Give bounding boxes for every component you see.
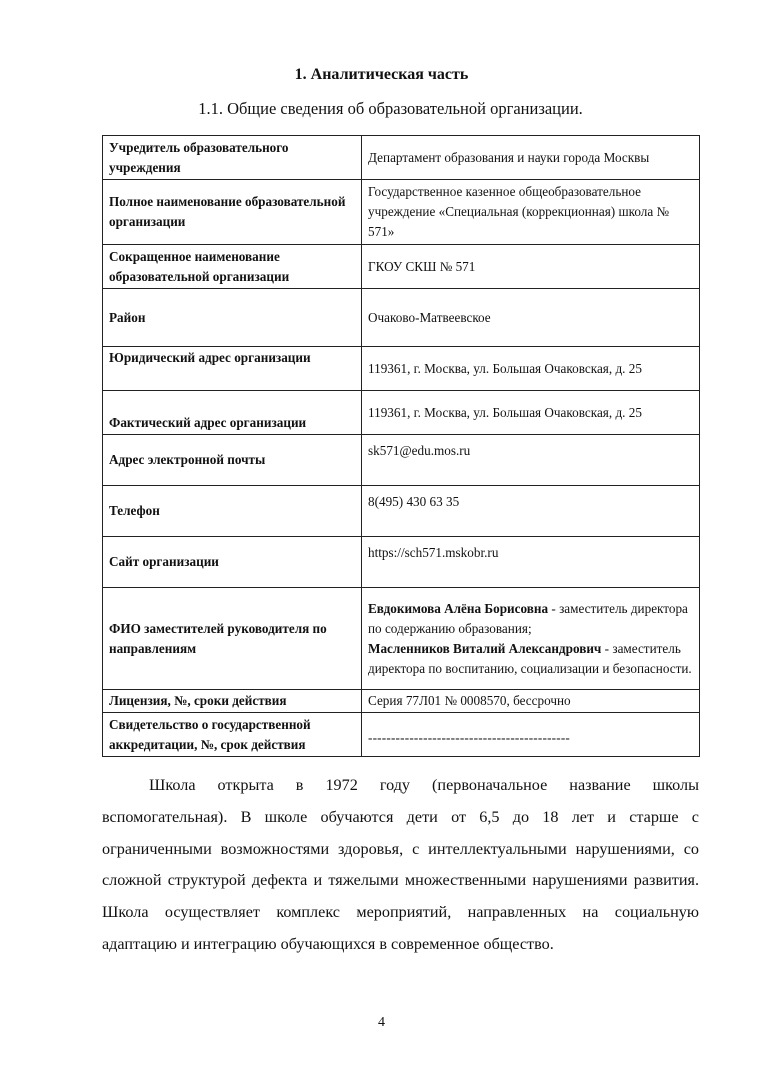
- district-label: Район: [103, 289, 362, 347]
- table-row: [103, 391, 700, 435]
- table-row: [103, 690, 700, 713]
- district-value: Очаково-Матвеевское: [362, 289, 700, 347]
- founder-label: Учредитель образовательного учреждения: [103, 136, 362, 180]
- email-label: Адрес электронной почты: [103, 435, 362, 486]
- table-row: [103, 537, 700, 588]
- license-label: Лицензия, №, сроки действия: [103, 690, 362, 713]
- deputy2-role: - заместитель директора по воспитанию, социализации и безопасности.: [368, 640, 692, 676]
- deputies-value: [362, 588, 700, 690]
- description-paragraph: [102, 770, 699, 961]
- phone-label: Телефон: [103, 486, 362, 537]
- full-name-value: Государственное казенное общеобразовательное учреждение «Специальная (коррекционная) школа № 571»: [362, 180, 700, 245]
- legal-address-value: 119361, г. Москва, ул. Большая Очаковская, д. 25: [362, 347, 700, 391]
- phone-value: 8(495) 430 63 35: [362, 486, 700, 537]
- description-text: Школа открыта в 1972 году (первоначальное название школы вспомогательная). В школе обучаются дети от 6,5 до 18 лет и старше с ограниченными возможностями здоровья, с интеллектуальными нарушениями, со сложной структурой дефекта и тяжелыми множественными нарушениями развития. Школа осуществляет комплекс мероприятий, направленных на социальную адаптацию и интеграцию обучающихся в современное общество.: [102, 776, 699, 953]
- actual-address-label: Фактический адрес организации: [103, 391, 362, 435]
- email-value: sk571@edu.mos.ru: [362, 435, 700, 486]
- actual-address-value: 119361, г. Москва, ул. Большая Очаковская, д. 25: [362, 391, 700, 435]
- subsection-title: 1.1. Общие сведения об образовательной организации.: [198, 99, 583, 118]
- website-value: https://sch571.mskobr.ru: [362, 537, 700, 588]
- deputies-label: ФИО заместителей руководителя по направлениям: [103, 588, 362, 690]
- deputy1-name: Евдокимова Алёна Борисовна: [368, 600, 549, 616]
- full-name-label: Полное наименование образовательной организации: [103, 180, 362, 245]
- short-name-label: Сокращенное наименование образовательной организации: [103, 245, 362, 289]
- table-row: [103, 289, 700, 347]
- table-row: [103, 435, 700, 486]
- table-row: [103, 180, 700, 245]
- accreditation-value: --------------------------------------------: [362, 713, 700, 757]
- legal-address-label: Юридический адрес организации: [103, 347, 362, 391]
- founder-value: Департамент образования и науки города Москвы: [362, 136, 700, 180]
- website-label: Сайт организации: [103, 537, 362, 588]
- short-name-value: ГКОУ СКШ № 571: [362, 245, 700, 289]
- table-row: [103, 713, 700, 757]
- deputy2-name: Масленников Виталий Александрович: [368, 640, 602, 656]
- table-row: [103, 486, 700, 537]
- page-number: 4: [378, 1015, 385, 1030]
- table-row: [103, 245, 700, 289]
- accreditation-label: Свидетельство о государственной аккредитации, №, срок действия: [103, 713, 362, 757]
- organization-info-table: [102, 135, 700, 757]
- table-row: [103, 588, 700, 690]
- deputy1-role: - заместитель директора по содержанию образования;: [368, 600, 688, 636]
- section-title: 1. Аналитическая часть: [294, 66, 469, 83]
- table-row: [103, 136, 700, 180]
- license-value: Серия 77Л01 № 0008570, бессрочно: [362, 690, 700, 713]
- table-row: [103, 347, 700, 391]
